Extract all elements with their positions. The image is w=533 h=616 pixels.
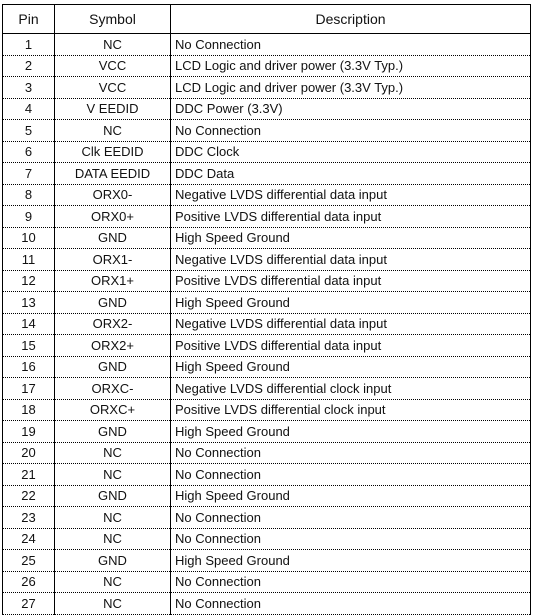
pin-number-cell: 26 [3, 571, 55, 593]
symbol-cell: ORX0- [55, 184, 171, 206]
symbol-cell: DATA EEDID [55, 163, 171, 185]
symbol-cell: VCC [55, 55, 171, 77]
description-cell: DDC Clock [171, 141, 531, 163]
symbol-cell: GND [55, 356, 171, 378]
symbol-cell: ORX0+ [55, 206, 171, 228]
pin-number-cell: 21 [3, 464, 55, 486]
description-cell: Positive LVDS differential data input [171, 270, 531, 292]
description-cell: DDC Power (3.3V) [171, 98, 531, 120]
header-row [3, 5, 531, 34]
header-symbol: Symbol [55, 5, 171, 34]
table-row [3, 464, 531, 486]
pin-number-cell: 14 [3, 313, 55, 335]
description-cell: No Connection [171, 464, 531, 486]
table-row [3, 270, 531, 292]
table-row [3, 593, 531, 615]
symbol-cell: ORXC- [55, 378, 171, 400]
symbol-cell: ORX2+ [55, 335, 171, 357]
description-cell: LCD Logic and driver power (3.3V Typ.) [171, 55, 531, 77]
pin-number-cell: 15 [3, 335, 55, 357]
symbol-cell: NC [55, 507, 171, 529]
description-cell: High Speed Ground [171, 421, 531, 443]
pin-number-cell: 27 [3, 593, 55, 615]
description-cell: Negative LVDS differential data input [171, 184, 531, 206]
table-row [3, 571, 531, 593]
table-row [3, 98, 531, 120]
table-row [3, 184, 531, 206]
description-cell: No Connection [171, 120, 531, 142]
description-cell: High Speed Ground [171, 550, 531, 572]
table-row [3, 163, 531, 185]
pin-number-cell: 1 [3, 34, 55, 56]
table-row [3, 356, 531, 378]
symbol-cell: VCC [55, 77, 171, 99]
table-row [3, 550, 531, 572]
description-cell: No Connection [171, 442, 531, 464]
description-cell: No Connection [171, 593, 531, 615]
symbol-cell: ORXC+ [55, 399, 171, 421]
pin-number-cell: 22 [3, 485, 55, 507]
symbol-cell: GND [55, 485, 171, 507]
symbol-cell: GND [55, 421, 171, 443]
description-cell: Positive LVDS differential data input [171, 335, 531, 357]
symbol-cell: ORX1- [55, 249, 171, 271]
table-row [3, 292, 531, 314]
table-row [3, 378, 531, 400]
table-body [3, 34, 531, 615]
table-row [3, 55, 531, 77]
pin-number-cell: 18 [3, 399, 55, 421]
description-cell: DDC Data [171, 163, 531, 185]
symbol-cell: NC [55, 593, 171, 615]
description-cell: Negative LVDS differential data input [171, 249, 531, 271]
table-row [3, 34, 531, 56]
symbol-cell: NC [55, 528, 171, 550]
pin-number-cell: 25 [3, 550, 55, 572]
symbol-cell: V EEDID [55, 98, 171, 120]
table-row [3, 77, 531, 99]
table-header [3, 5, 531, 34]
description-cell: LCD Logic and driver power (3.3V Typ.) [171, 77, 531, 99]
header-description: Description [171, 5, 531, 34]
pin-number-cell: 4 [3, 98, 55, 120]
symbol-cell: ORX1+ [55, 270, 171, 292]
symbol-cell: NC [55, 120, 171, 142]
table-row [3, 442, 531, 464]
symbol-cell: NC [55, 442, 171, 464]
description-cell: Negative LVDS differential clock input [171, 378, 531, 400]
pin-number-cell: 3 [3, 77, 55, 99]
pin-number-cell: 23 [3, 507, 55, 529]
description-cell: High Speed Ground [171, 292, 531, 314]
description-cell: Negative LVDS differential data input [171, 313, 531, 335]
table-row [3, 249, 531, 271]
symbol-cell: NC [55, 464, 171, 486]
pin-assignment-table [2, 4, 531, 615]
pin-number-cell: 10 [3, 227, 55, 249]
pin-number-cell: 8 [3, 184, 55, 206]
table-row [3, 141, 531, 163]
symbol-cell: GND [55, 227, 171, 249]
pin-number-cell: 11 [3, 249, 55, 271]
pin-number-cell: 2 [3, 55, 55, 77]
symbol-cell: Clk EEDID [55, 141, 171, 163]
description-cell: High Speed Ground [171, 485, 531, 507]
table-row [3, 227, 531, 249]
header-pin: Pin [3, 5, 55, 34]
description-cell: No Connection [171, 571, 531, 593]
pin-number-cell: 16 [3, 356, 55, 378]
pin-number-cell: 6 [3, 141, 55, 163]
table-row [3, 507, 531, 529]
table-row [3, 399, 531, 421]
pin-number-cell: 24 [3, 528, 55, 550]
description-cell: High Speed Ground [171, 227, 531, 249]
description-cell: No Connection [171, 528, 531, 550]
description-cell: No Connection [171, 34, 531, 56]
table-row [3, 206, 531, 228]
symbol-cell: NC [55, 571, 171, 593]
description-cell: No Connection [171, 507, 531, 529]
symbol-cell: GND [55, 292, 171, 314]
pin-number-cell: 9 [3, 206, 55, 228]
pin-number-cell: 13 [3, 292, 55, 314]
pin-number-cell: 12 [3, 270, 55, 292]
pin-number-cell: 17 [3, 378, 55, 400]
table-row [3, 335, 531, 357]
table-row [3, 120, 531, 142]
pin-number-cell: 19 [3, 421, 55, 443]
pin-number-cell: 7 [3, 163, 55, 185]
symbol-cell: NC [55, 34, 171, 56]
pin-number-cell: 20 [3, 442, 55, 464]
table-row [3, 421, 531, 443]
symbol-cell: ORX2- [55, 313, 171, 335]
pin-number-cell: 5 [3, 120, 55, 142]
table-row [3, 313, 531, 335]
description-cell: High Speed Ground [171, 356, 531, 378]
description-cell: Positive LVDS differential data input [171, 206, 531, 228]
symbol-cell: GND [55, 550, 171, 572]
description-cell: Positive LVDS differential clock input [171, 399, 531, 421]
table-row [3, 485, 531, 507]
table-row [3, 528, 531, 550]
